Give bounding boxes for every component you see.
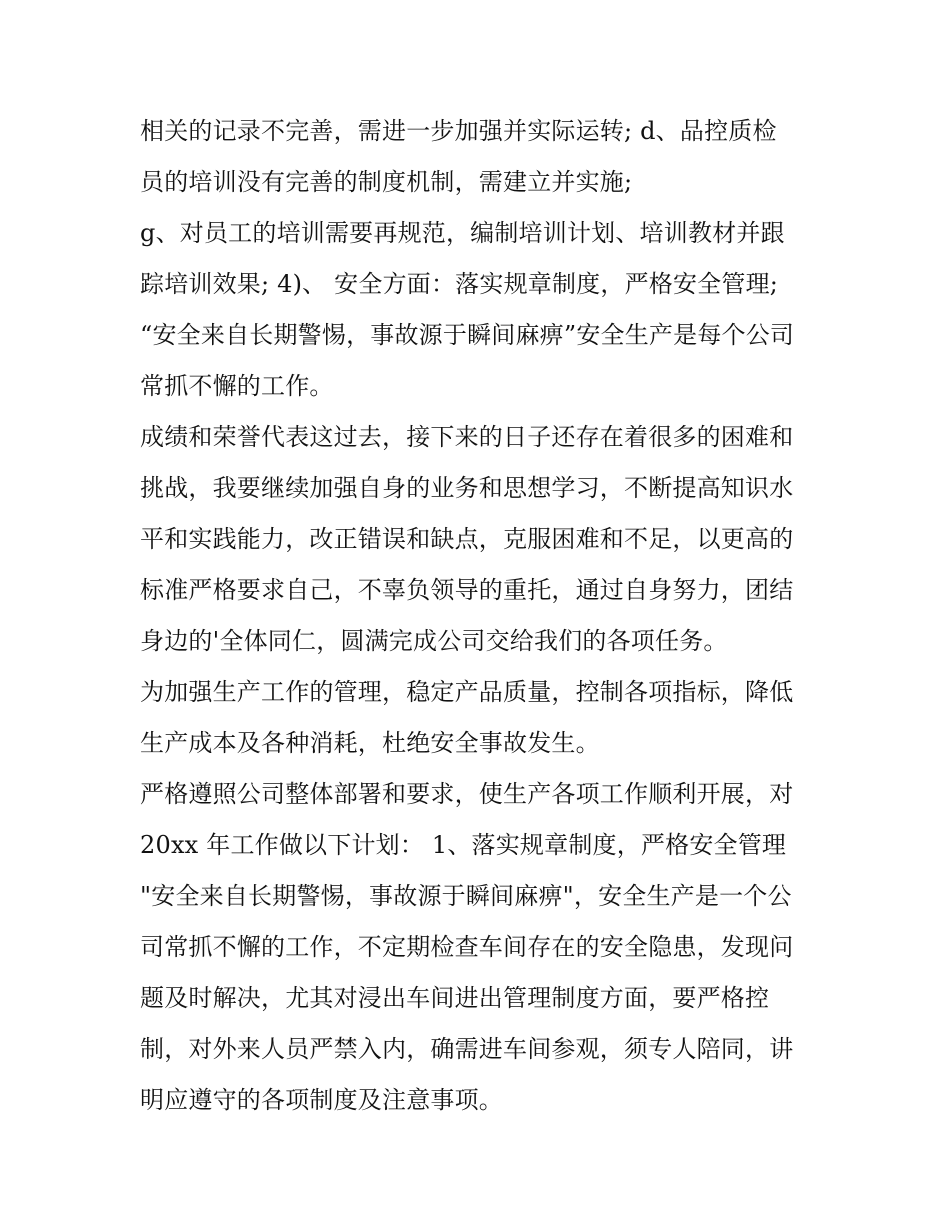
text-line: 严格遵照公司整体部署和要求，使生产各项工作顺利开展，对 xyxy=(140,780,794,808)
paragraph-5 xyxy=(140,769,820,1126)
text-line: 司常抓不懈的工作，不定期检查车间存在的安全隐患，发现问 xyxy=(140,933,794,961)
text-line: “安全来自长期警惕，事故源于瞬间麻痹”安全生产是每个公司 xyxy=(140,321,795,349)
text-line: 挑战，我要继续加强自身的业务和思想学习，不断提高知识水 xyxy=(140,474,794,502)
document-page xyxy=(140,106,820,1126)
text-line: 制，对外来人员严禁入内，确需进车间参观，须专人陪同，讲 xyxy=(140,1035,794,1063)
text-line: 明应遵守的各项制度及注意事项。 xyxy=(140,1086,503,1114)
paragraph-1 xyxy=(140,106,820,208)
paragraph-3 xyxy=(140,412,820,667)
text-line: 身边的'全体同仁，圆满完成公司交给我们的各项任务。 xyxy=(140,627,728,655)
text-line: 平和实践能力，改正错误和缺点，克服困难和不足，以更高的 xyxy=(140,525,794,553)
text-line: 员的培训没有完善的制度机制，需建立并实施; xyxy=(140,168,633,196)
text-line: 标准严格要求自己，不辜负领导的重托，通过自身努力，团结 xyxy=(140,576,794,604)
text-line: 20xx 年工作做以下计划： 1、落实规章制度，严格安全管理 xyxy=(140,831,787,859)
text-line: 生产成本及各种消耗，杜绝安全事故发生。 xyxy=(140,729,600,757)
text-line: 相关的记录不完善，需进一步加强并实际运转; d、品控质检 xyxy=(140,117,777,145)
text-line: "安全来自长期警惕，事故源于瞬间麻痹"，安全生产是一个公 xyxy=(140,882,792,910)
text-line: 为加强生产工作的管理，稳定产品质量，控制各项指标，降低 xyxy=(140,678,794,706)
paragraph-4 xyxy=(140,667,820,769)
text-line: g、对员工的培训需要再规范，编制培训计划、培训教材并跟 xyxy=(140,219,785,247)
text-line: 踪培训效果; 4)、 安全方面：落实规章制度，严格安全管理; xyxy=(140,270,779,298)
text-line: 成绩和荣誉代表这过去，接下来的日子还存在着很多的困难和 xyxy=(140,423,794,451)
paragraph-2 xyxy=(140,208,820,412)
text-line: 常抓不懈的工作。 xyxy=(140,372,334,400)
text-line: 题及时解决，尤其对浸出车间进出管理制度方面，要严格控 xyxy=(140,984,770,1012)
